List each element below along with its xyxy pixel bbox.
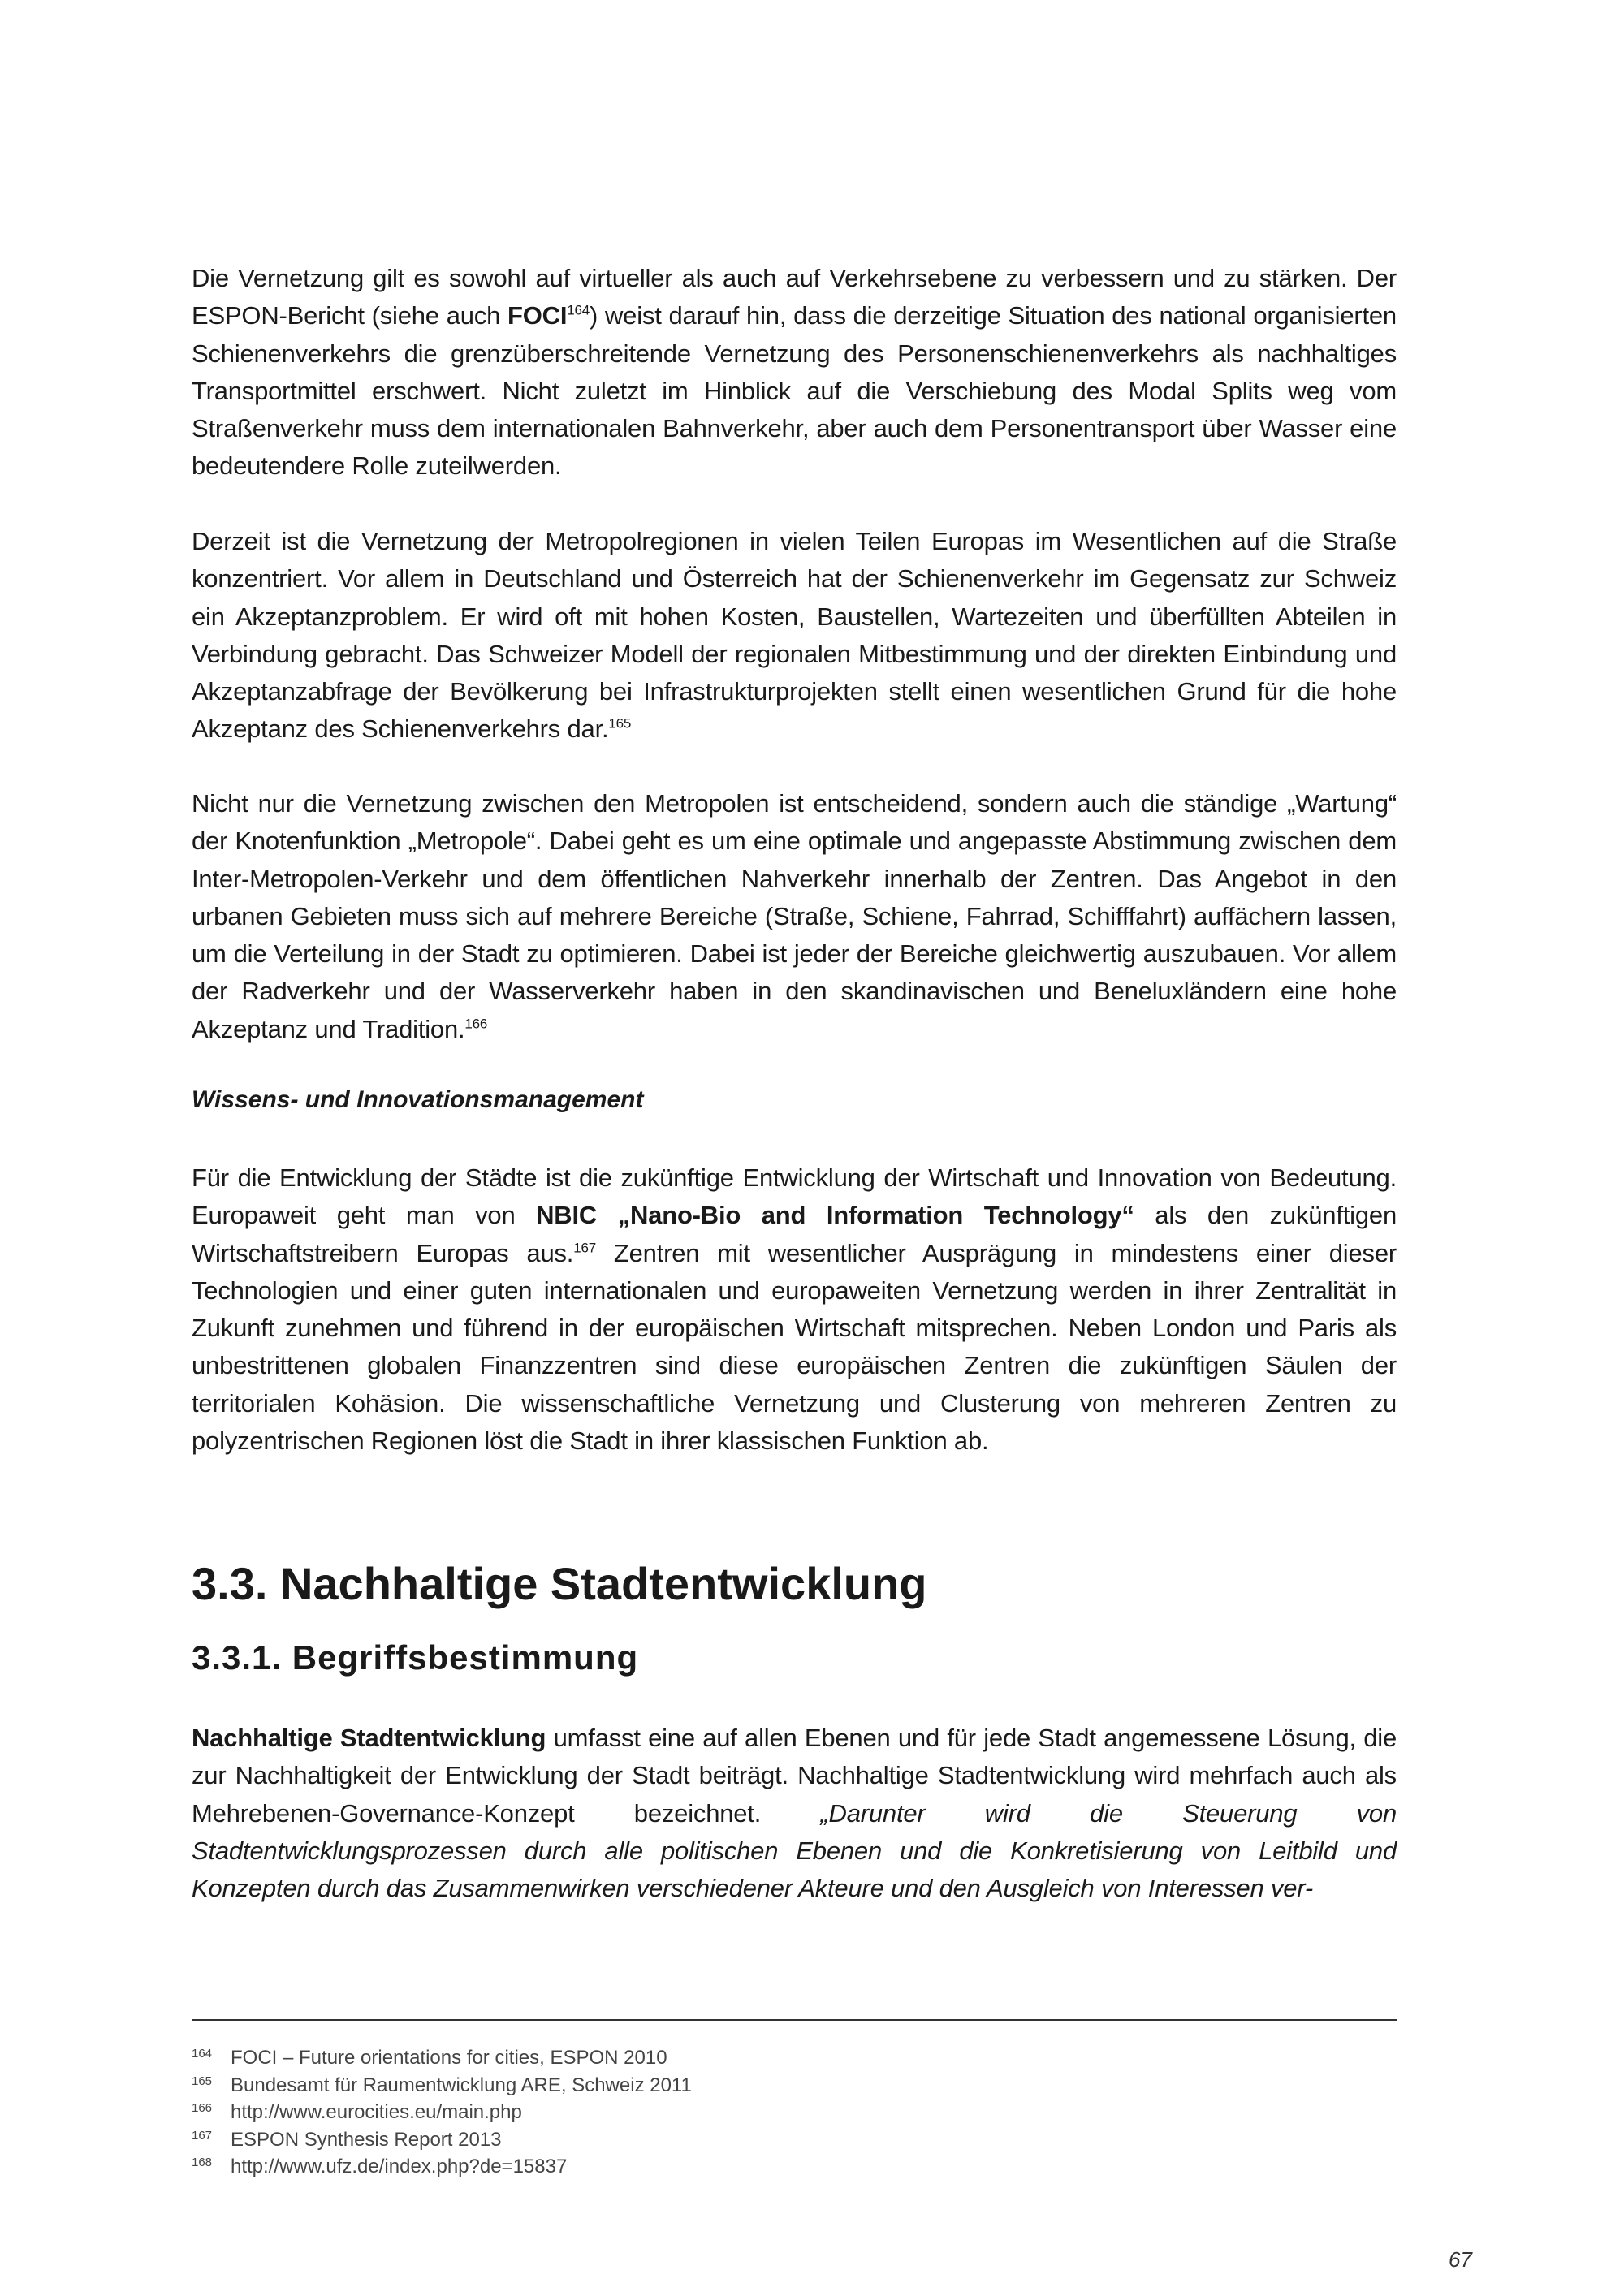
paragraph-5: [192, 1720, 1397, 1907]
text: als den zukünftigen Wirtschaftstreibern Europas aus.: [192, 1201, 1397, 1267]
text: Zentren mit wesentlicher Ausprägung in mindestens einer dieser Technologien und einer guten internationalen und europaweiten Vernetzung werden in ihrer Zentralität in Zukunft zunehmen und führend in der europäischen Wirtschaft mitsprechen. Neben London und Paris als unbestrittenen globalen Finanzzentren sind diese europäischen Zentren die zukünftigen Säulen der territorialen Kohäsion. Die wissenschaftliche Vernetzung und Clusterung von mehreren Zentren zu polyzentrischen Regionen löst die Stadt in ihrer klassischen Funktion ab.: [192, 1238, 1397, 1456]
footnote-text: ESPON Synthesis Report 2013: [231, 2128, 502, 2151]
bold-term: NBIC „Nano-Bio and Information Technology“: [536, 1201, 1134, 1230]
text: Derzeit ist die Vernetzung der Metropolregionen in vielen Teilen Europas im Wesentlichen auf die Straße konzentriert. Vor allem in Deutschland und Österreich hat der Schienenverkehr im Gegensatz zur Schweiz ein Akzeptanzproblem. Er wird oft mit hohen Kosten, Baustellen, Wartezeiten und überfüllten Abteilen in Verbindung gebracht. Das Schweizer Modell der regionalen Mitbestimmung und der direkten Einbindung und Akzeptanzabfrage der Bevölkerung bei Infrastrukturprojekten stellt einen wesentlichen Grund für die hohe Akzeptanz des Schienenverkehrs dar.: [192, 527, 1397, 744]
paragraph-1: [192, 260, 1397, 486]
text: umfasst eine auf allen Ebenen und für jede Stadt angemessene Lösung, die zur Nachhaltigkeit der Entwicklung der Stadt beiträgt. Nachhaltige Stadtentwicklung wird mehrfach auch als Mehrebenen-Governance-Konzept bezeichnet.: [192, 1724, 1397, 1828]
footnote-text: FOCI – Future orientations for cities, ESPON 2010: [231, 2047, 667, 2069]
page-number: 67: [1449, 2247, 1472, 2272]
footnote-number: 168: [192, 2156, 213, 2169]
footnote-number: 167: [192, 2128, 213, 2143]
footnote-number: 164: [192, 2047, 213, 2061]
paragraph-4: [192, 1159, 1397, 1460]
subheading: [192, 1086, 1397, 1114]
text: Nicht nur die Vernetzung zwischen den Metropolen ist entscheidend, sondern auch die ständige „Wartung“ der Knotenfunktion „Metropole“. Dabei geht es um eine optimale und angepasste Abstimmung zwischen dem Inter-Metropolen-Verkehr und dem öffentlichen Nahverkehr innerhalb der Zentren. Das Angebot in den urbanen Gebieten muss sich auf mehrere Bereiche (Straße, Schiene, Fahrrad, Schifffahrt) auffächern lassen, um die Verteilung in der Stadt zu optimieren. Dabei ist jeder der Bereiche gleichwertig auszubauen. Vor allem der Radverkehr und der Wasserverkehr haben in den skandinavischen und Beneluxländern eine hohe Akzeptanz und Tradition.: [192, 789, 1397, 1043]
subsection-heading-text: 3.3.1. Begriffsbestimmung: [192, 1638, 639, 1677]
subsection-heading: [192, 1638, 1397, 1677]
section-heading-text: 3.3. Nachhaltige Stadtentwicklung: [192, 1558, 927, 1609]
footnote: [192, 2072, 692, 2100]
footnote-divider: [192, 2019, 1397, 2021]
footnote-number: 166: [192, 2101, 213, 2115]
footnote-ref[interactable]: 167: [573, 1240, 596, 1256]
text: Die Vernetzung gilt es sowohl auf virtueller als auch auf Verkehrsebene zu verbessern und zu stärken. Der ESPON-Bericht (siehe auch: [192, 264, 1397, 330]
footnote-ref[interactable]: 164: [567, 302, 590, 318]
footnote: [192, 2153, 692, 2181]
footnote: [192, 2099, 692, 2126]
footnotes: [192, 2044, 692, 2181]
subheading-text: Wissens- und Innovationsmanagement: [192, 1086, 644, 1113]
footnote: [192, 2126, 692, 2154]
bold-term: FOCI: [507, 301, 568, 330]
footnote: [192, 2044, 692, 2072]
quote: „Darunter wird die Steuerung von Stadtentwicklungsprozessen durch alle politischen Ebenen und die Konkretisierung von Leitbild und Konzepten durch das Zusammenwirken verschiedener Akteure und den Ausgleich von Interessen ver-: [192, 1798, 1397, 1903]
footnote-ref[interactable]: 166: [464, 1016, 488, 1032]
footnote-text: Bundesamt für Raumentwicklung ARE, Schweiz 2011: [231, 2074, 692, 2096]
text: Für die Entwicklung der Städte ist die zukünftige Entwicklung der Wirtschaft und Innovation von Bedeutung. Europaweit geht man von: [192, 1163, 1397, 1230]
footnote-link[interactable]: http://www.ufz.de/index.php?de=15837: [231, 2156, 568, 2177]
footnote-link[interactable]: http://www.eurocities.eu/main.php: [231, 2101, 522, 2123]
paragraph-2: [192, 523, 1397, 749]
paragraph-3: [192, 785, 1397, 1048]
text: ) weist darauf hin, dass die derzeitige Situation des national organisierten Schienenverkehrs die grenzüberschreitende Vernetzung des Personenschienenverkehrs als nachhaltiges Transportmittel erschwert. Nicht zuletzt im Hinblick auf die Verschiebung des Modal Splits weg vom Straßenverkehr muss dem internationalen Bahnverkehr, aber auch dem Personentransport über Wasser eine bedeutendere Rolle zuteilwerden.: [192, 301, 1397, 481]
bold-term: Nachhaltige Stadtentwicklung: [192, 1724, 546, 1752]
footnote-ref[interactable]: 165: [608, 716, 632, 732]
footnote-number: 165: [192, 2074, 213, 2088]
section-heading: [192, 1557, 1397, 1610]
